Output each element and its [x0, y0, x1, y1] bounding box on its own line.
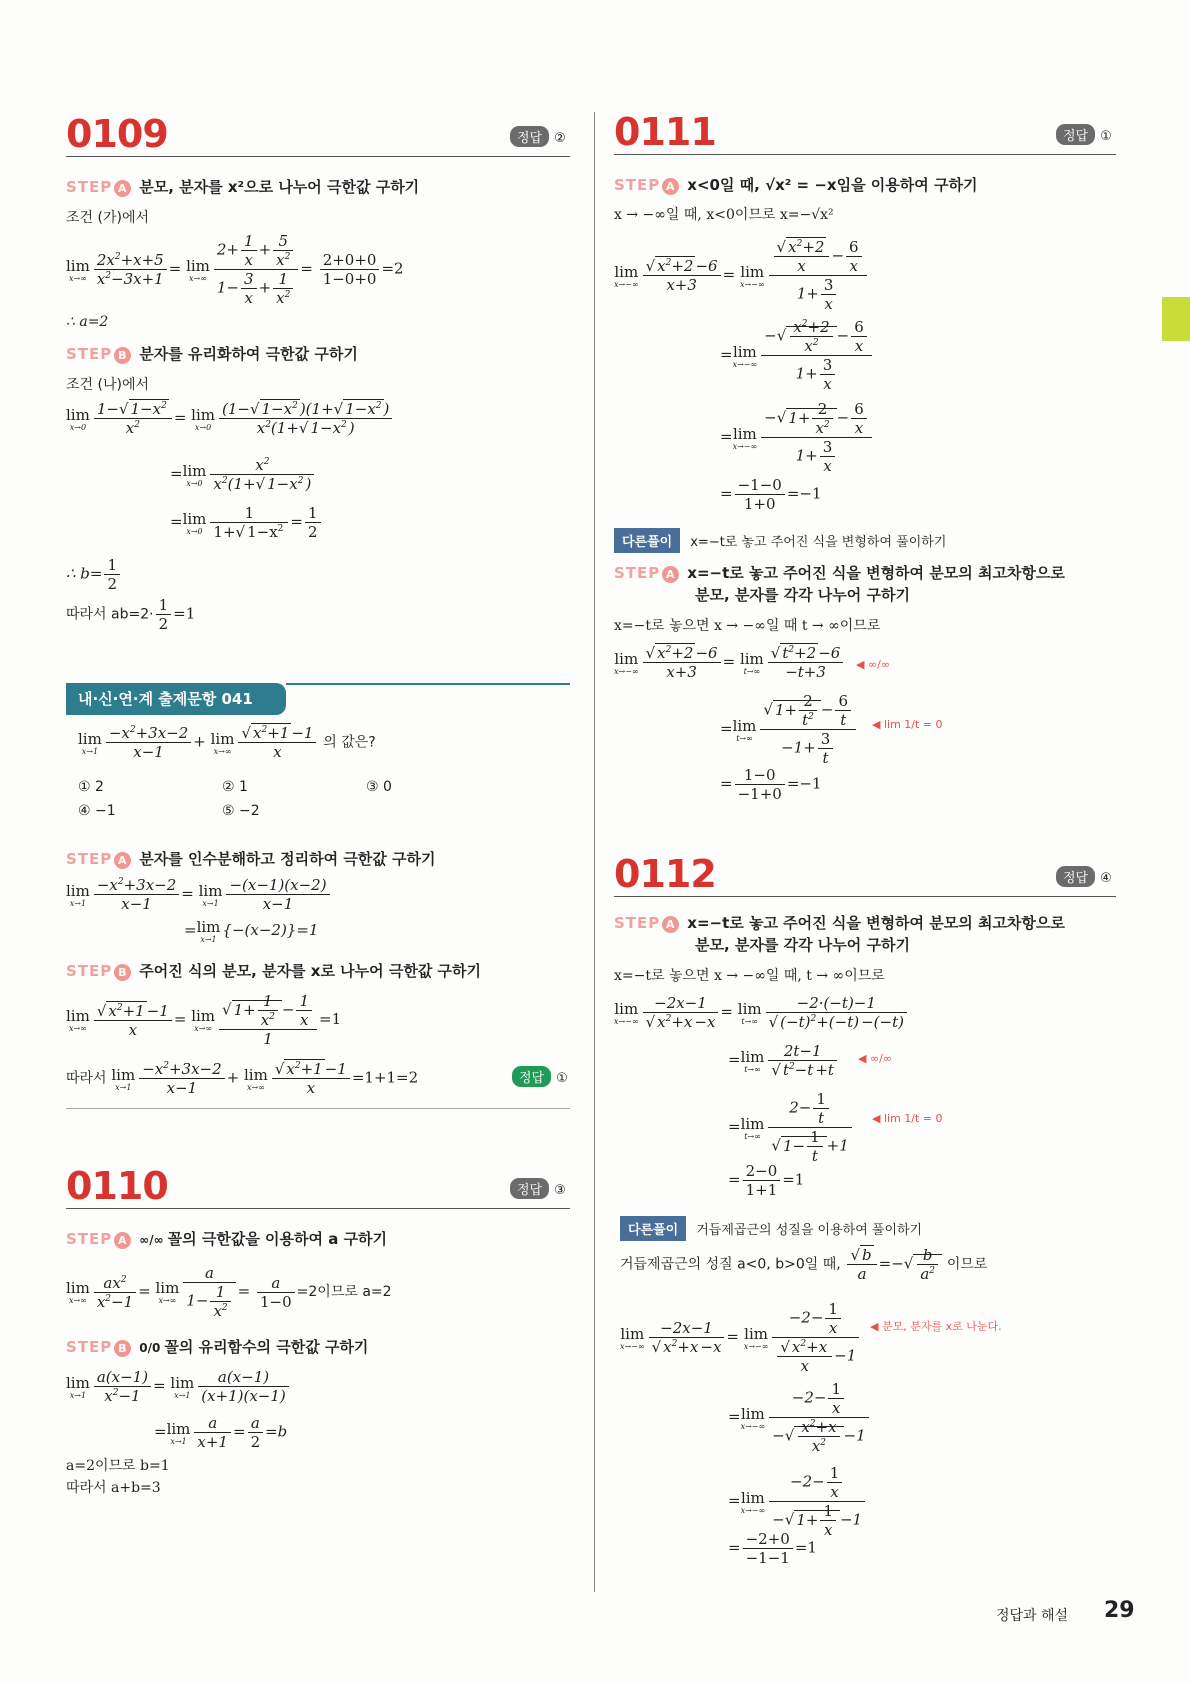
formula-041-a1: lim x→1 $\frac{-x^2+3x-2}{x-1}$ = lim x→1 $\frac{-(x-1)(x-2)}{x-1}$ — [66, 876, 332, 913]
formula-0112-alt1: lim x→−∞ $\frac{-2x-1}{√ x^2+x -x}$ = lim x→−∞ −2− $\frac{1}{x}$ $\frac{√ x^2+x}{x}$ −1 — [620, 1300, 861, 1375]
note-infinity-form-2: ◀ ∞/∞ — [858, 1052, 893, 1065]
formula-0110-b2: =lim x→1 $\frac{a}{x+1}$ = $\frac{a}{2}$ =b — [154, 1414, 288, 1451]
formula-0109-b3: =lim x→0 $\frac{1}{1+√ 1-x^2}$ = $\frac{1}{2}$ — [170, 504, 323, 541]
answer-badge-041: 정답 ① — [512, 1066, 568, 1087]
final-0109: 따라서 ab=2· $\frac{1}{2}$ =1 — [66, 596, 196, 633]
page-number: 29 — [1104, 1598, 1135, 1623]
alt-solution-0111: 다른풀이 x=−t로 놓고 주어진 식을 변형하여 풀이하기 — [614, 528, 946, 553]
formula-0112-alt2: =lim x→−∞ −2− $\frac{1}{x}$ −√ $\frac{x^2+x}{x^2}$ −1 — [728, 1380, 871, 1455]
problem-number-0109: 0109 — [66, 112, 168, 156]
formula-041-a2: =lim x→1 {−(x−2)}=1 — [184, 918, 319, 944]
formula-0112-alt3: =lim x→−∞ −2− $\frac{1}{x}$ −√ 1+ $\frac{1}{x}$ −1 — [728, 1464, 867, 1539]
step-a2-0111: STEP A x=−t로 놓고 주어진 식을 변형하여 분모의 최고차항으로 — [614, 564, 1065, 582]
footer-label: 정답과 해설 — [996, 1608, 1069, 1624]
formula-0112-1: lim x→−∞ $\frac{-2x-1}{√ x^2+x -x}$ = lim t→∞ $\frac{-2\cdot(-t)-1}{√ (-t)^2+(-t) -(-t)}$ — [614, 994, 909, 1031]
condition-ga: 조건 (가)에서 — [66, 210, 149, 226]
result-b: ∴ b= $\frac{1}{2}$ — [66, 556, 122, 593]
rule-041 — [66, 1108, 570, 1109]
chapter-side-tab — [1162, 297, 1190, 341]
formula-0111-2: =lim x→−∞ −√ $\frac{x^2+2}{x^2}$ − $\frac{6}{x}$ 1+ $\frac{3}{x}$ — [720, 318, 874, 393]
line-a-0110: a=2이므로 b=1 — [66, 1458, 170, 1474]
rule-0110 — [66, 1208, 570, 1209]
step-a-0111: STEP A x<0일 때, √x² = −x임을 이용하여 구하기 — [614, 176, 978, 194]
alt-intro-0111: x=−t로 놓으면 x → −∞일 때 t → ∞이므로 — [614, 618, 881, 634]
choice-1: ① 2 — [78, 779, 104, 795]
formula-0111-4: = $\frac{-1-0}{1+0}$ =−1 — [720, 476, 822, 513]
formula-0109-a: lim x→∞ $\frac{2x^2+x+5}{x^2-3x+1}$ = lim x→∞ 2+ $\frac{1}{x}$ + $\frac{5}{x^2}$ 1− $\frac{3}{x}$ + $\frac{1}{x^2}$ = $\frac{2+0+0}{1-0+0}$ =2 — [66, 232, 404, 307]
column-divider — [594, 112, 595, 1592]
step-a-0112: STEP A x=−t로 놓고 주어진 식을 변형하여 분모의 최고차항으로 — [614, 914, 1065, 932]
step-b-041: STEP B 주어진 식의 분모, 분자를 x로 나누어 극한값 구하기 — [66, 962, 482, 980]
final-041: 따라서 lim x→1 $\frac{-x^2+3x-2}{x-1}$ + lim x→∞ $\frac{√ x^2+1 -1}{x}$ =1+1=2 — [66, 1060, 419, 1097]
note-infinity-form: ◀ ∞/∞ — [856, 658, 891, 671]
step-a-041: STEP A 분자를 인수분해하고 정리하여 극한값 구하기 — [66, 850, 436, 868]
formula-041-b: lim x→∞ $\frac{√ x^2+1 -1}{x}$ = lim x→∞ √ 1+ $\frac{1}{x^2}$ − $\frac{1}{x}$ 1 =1 — [66, 992, 342, 1048]
note-lim-one-over-t-2: ◀ lim 1/t = 0 — [872, 1112, 943, 1125]
formula-0109-b2: =lim x→0 $\frac{x^2}{x^2(1+√ 1-x^2 )}$ — [170, 456, 316, 493]
choice-2: ② 1 — [222, 779, 248, 795]
final-0110: 따라서 a+b=3 — [66, 1480, 161, 1496]
answer-badge-0112: 정답 ④ — [1056, 866, 1112, 887]
problem-number-0111: 0111 — [614, 110, 716, 154]
rule-0111 — [614, 154, 1116, 155]
choice-3: ③ 0 — [366, 779, 392, 795]
result-a: ∴ a=2 — [66, 314, 109, 330]
formula-0111-alt1: lim x→−∞ $\frac{√ x^2+2 -6}{x+3}$ = lim t→∞ $\frac{√ t^2+2 -6}{-t+3}$ — [614, 644, 845, 681]
rule-0112 — [614, 896, 1116, 897]
problem-number-0112: 0112 — [614, 852, 716, 896]
note-divide-by-x: ◀ 분모, 분자를 x로 나눈다. — [870, 1320, 1002, 1333]
alt-solution-0112: 다른풀이 거듭제곱근의 성질을 이용하여 풀이하기 — [620, 1216, 922, 1241]
banner-rule — [286, 683, 570, 685]
formula-0109-b1: lim x→0 $\frac{1-√ 1-x^2}{x^2}$ = lim x→0 $\frac{(1-√ 1-x^2 )(1+√ 1-x^2 )}{x^2(1+√ 1-x^2 )}$ — [66, 400, 394, 437]
formula-0112-3: =lim t→∞ 2− $\frac{1}{t}$ √ 1− $\frac{1}{t}$ +1 — [728, 1090, 854, 1165]
answer-badge-0111: 정답 ① — [1056, 124, 1112, 145]
formula-0111-3: =lim x→−∞ −√ 1+ $\frac{2}{x^2}$ − $\frac{6}{x}$ 1+ $\frac{3}{x}$ — [720, 400, 874, 475]
answer-badge-0110: 정답 ③ — [510, 1178, 566, 1199]
formula-0112-2: =lim t→∞ $\frac{2t-1}{√ t^2-t +t}$ — [728, 1042, 839, 1079]
formula-0110-b1: lim x→1 $\frac{a(x-1)}{x^2-1}$ = lim x→1 $\frac{a(x-1)}{(x+1)(x-1)}$ — [66, 1368, 291, 1405]
intro-0111: x → −∞일 때, x<0이므로 x=−√x² — [614, 207, 834, 223]
formula-0111-alt2: =lim t→∞ √ 1+ $\frac{2}{t^2}$ − $\frac{6}{t}$ −1+ $\frac{3}{t}$ — [720, 692, 858, 767]
formula-0111-alt3: = $\frac{1-0}{-1+0}$ =−1 — [720, 766, 822, 803]
formula-0112-4: = $\frac{2-0}{1+1}$ =1 — [728, 1162, 805, 1199]
problem-number-0110: 0110 — [66, 1164, 168, 1208]
step-a-0109: STEP A 분모, 분자를 x²으로 나누어 극한값 구하기 — [66, 178, 420, 196]
step-a2-0111-line2: 분모, 분자를 각각 나누어 구하기 — [695, 586, 910, 604]
rule-0109 — [66, 156, 570, 157]
alt-intro-0112: 거듭제곱근의 성질 a<0, b>0일 때, $\frac{√ b}{a}$ =−√ $\frac{b}{a^2}$ 이므로 — [620, 1246, 988, 1283]
step-a-0110: STEP A ∞/∞ 꼴의 극한값을 이용하여 a 구하기 — [66, 1230, 388, 1248]
related-problem-banner: 내·신·연·계 출제문항 041 — [66, 683, 286, 715]
formula-0110-a: lim x→∞ $\frac{ax^2}{x^2-1}$ = lim x→∞ a 1− $\frac{1}{x^2}$ = $\frac{a}{1-0}$ =2이므로 a=2 — [66, 1264, 392, 1320]
choice-5: ⑤ −2 — [222, 803, 260, 819]
step-b-0110: STEP B 0/0 꼴의 유리함수의 극한값 구하기 — [66, 1338, 369, 1356]
formula-0111-1: lim x→−∞ $\frac{√ x^2+2 -6}{x+3}$ = lim x→−∞ $\frac{√ x^2+2}{x}$ − $\frac{6}{x}$ 1+ $\frac{3}{x}$ — [614, 238, 869, 313]
answer-badge-0109: 정답 ② — [510, 126, 566, 147]
formula-0112-alt4: = $\frac{-2+0}{-1-1}$ =1 — [728, 1530, 817, 1567]
intro-0112: x=−t로 놓으면 x → −∞일 때, t → ∞이므로 — [614, 968, 885, 984]
step-a-0112-line2: 분모, 분자를 각각 나누어 구하기 — [695, 936, 910, 954]
q041-question: lim x→1 $\frac{-x^2+3x-2}{x-1}$ + lim x→∞ $\frac{√ x^2+1 -1}{x}$ 의 값은? — [78, 724, 376, 761]
step-b-0109: STEP B 분자를 유리화하여 극한값 구하기 — [66, 345, 358, 363]
condition-na: 조건 (나)에서 — [66, 377, 149, 393]
note-lim-one-over-t: ◀ lim 1/t = 0 — [872, 718, 943, 731]
choice-4: ④ −1 — [78, 803, 116, 819]
